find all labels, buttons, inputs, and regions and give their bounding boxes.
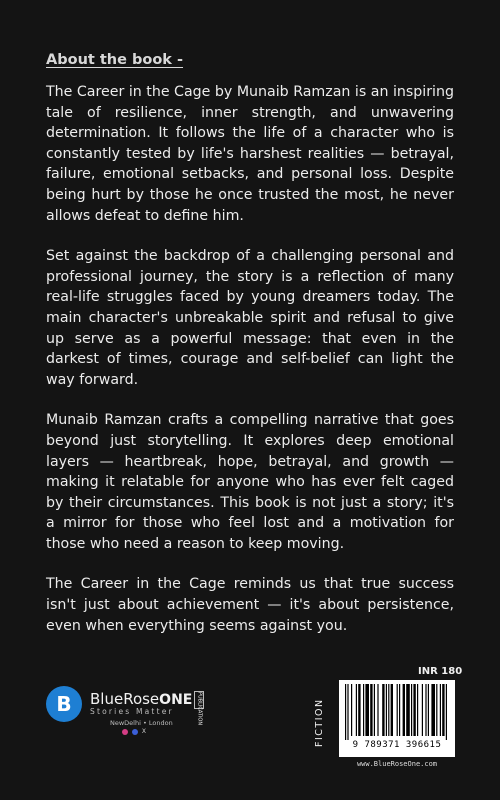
barcode-bar xyxy=(363,684,364,736)
barcode-bar xyxy=(446,684,447,740)
barcode-bar xyxy=(388,684,389,736)
barcode-bar xyxy=(370,684,372,736)
isbn-digits: 9 789371 396615 xyxy=(352,740,442,750)
publisher-badge: PUBLICATION xyxy=(196,691,203,725)
barcode-bar xyxy=(356,684,357,736)
publisher-logo-icon xyxy=(46,686,82,722)
barcode-bar xyxy=(425,684,426,736)
about-heading: About the book - xyxy=(46,52,184,68)
barcode-bar xyxy=(347,684,348,740)
blurb-paragraph-1: The Career in the Cage by Munaib Ramzan is an inspiring tale of resilience, inner strength, and unwavering determination. It follows the life of a character who is constantly tested by life's harshest realities — betrayal, failure, emotional setbacks, and personal loss. Despite being hurt by those he once trusted the most, he never allows defeat to define him. xyxy=(46,84,454,224)
x-icon: X xyxy=(141,728,146,735)
barcode-graphic xyxy=(343,684,451,740)
barcode-bar xyxy=(406,684,410,736)
blurb-paragraph-2: Set against the backdrop of a challenging personal and professional journey, the story is a reflection of many real-life struggles faced by young dreamers today. The main character's unbreakable spirit and refusal to give up serve as a powerful message: that even in the darkest of times, courage and self-belief can light the way forward. xyxy=(46,248,454,388)
blurb-body xyxy=(46,82,454,656)
facebook-icon xyxy=(132,729,138,735)
blurb-paragraph-3: Munaib Ramzan crafts a compelling narrative that goes beyond just storytelling. It explores deep emotional layers — heartbreak, hope, betrayal, and growth — making it relatable for anyone who has ever felt caged by their circumstances. This book is not just a story; it's a mirror for those who feel lost and a motivation for those who need a reason to keep moving. xyxy=(46,412,454,552)
barcode-bar xyxy=(377,684,378,736)
barcode-bar xyxy=(431,684,435,736)
genre-label: FICTION xyxy=(314,698,325,748)
publisher-cities: NewDelhi • London xyxy=(110,719,173,727)
barcode-bar xyxy=(442,684,444,736)
barcode-bar xyxy=(365,684,369,736)
barcode-bar xyxy=(436,684,437,736)
blurb-paragraph-4: The Career in the Cage reminds us that true success isn't just about achievement — it's about persistence, even when everything seems against you. xyxy=(46,576,454,634)
barcode-bar xyxy=(397,684,398,736)
barcode-bar xyxy=(386,684,387,736)
isbn-barcode xyxy=(339,680,455,757)
barcode-bar xyxy=(374,684,375,736)
barcode-bar xyxy=(413,684,415,736)
barcode-bar xyxy=(428,684,429,736)
barcode-bar xyxy=(417,684,418,736)
barcode-bar xyxy=(399,684,400,736)
barcode-bar xyxy=(382,684,384,736)
barcode-bar xyxy=(351,684,352,736)
publisher-logo-letter: B xyxy=(56,692,72,716)
barcode-bar xyxy=(411,684,412,736)
instagram-icon xyxy=(122,729,128,735)
price-label: INR 180 xyxy=(418,666,463,677)
barcode-bar xyxy=(391,684,393,736)
social-icons xyxy=(122,728,148,735)
barcode-bar xyxy=(358,684,360,736)
publisher-website: www.BlueRoseOne.com xyxy=(356,760,438,768)
barcode-bar xyxy=(440,684,441,736)
publisher-name-primary: BlueRose xyxy=(90,690,160,708)
barcode-bar xyxy=(422,684,423,736)
barcode-bar xyxy=(403,684,405,736)
barcode-bar xyxy=(345,684,346,740)
publisher-name-secondary: ONE xyxy=(159,692,193,708)
publisher-tagline: Stories Matter xyxy=(90,707,174,716)
